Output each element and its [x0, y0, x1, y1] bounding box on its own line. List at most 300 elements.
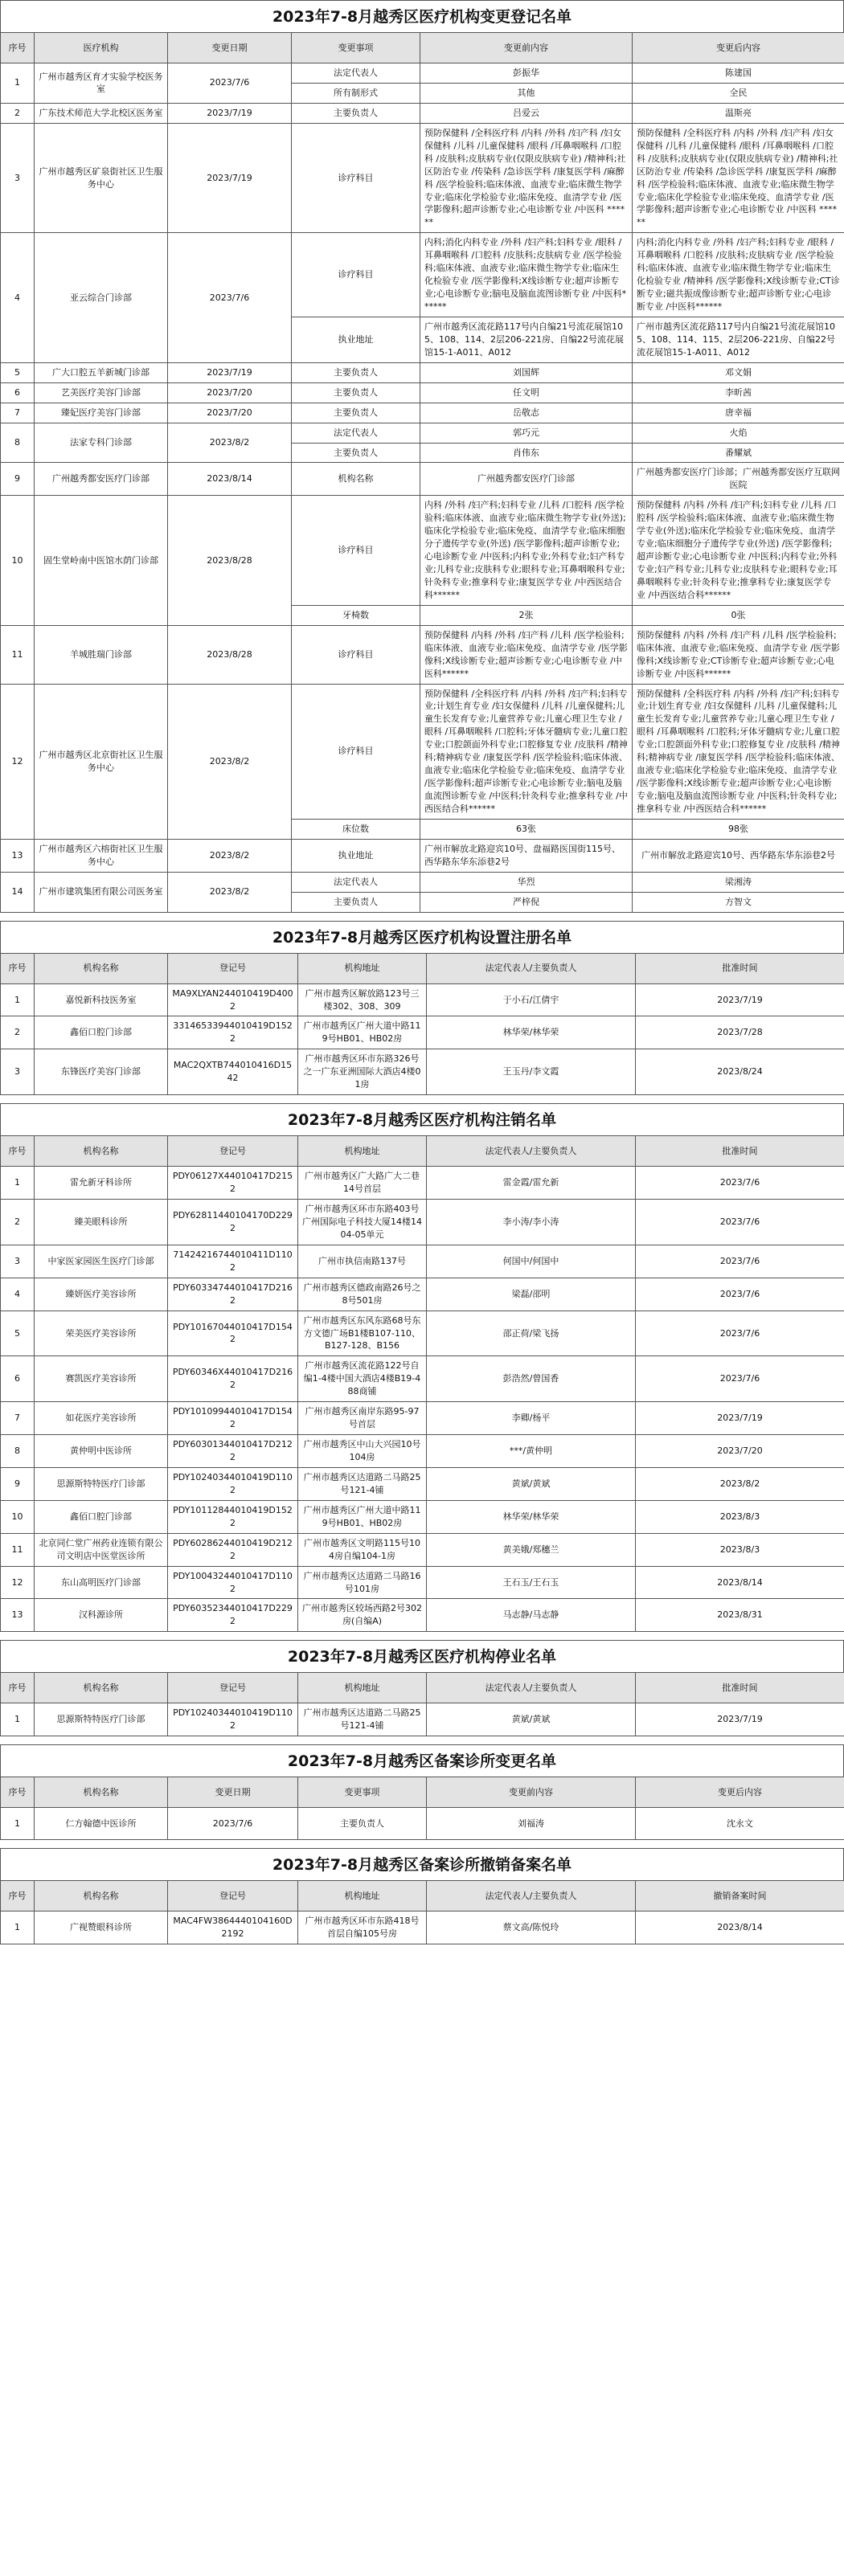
col-header: 序号: [1, 1777, 35, 1808]
org-name-cell: 广东技术师范大学北校区医务室: [35, 103, 168, 123]
registration-number-cell: MA9XLYAN244010419D4002: [168, 983, 298, 1016]
after-content-cell: 李昕茜: [633, 382, 844, 403]
table-row: [1, 625, 844, 684]
table-row: [1, 1356, 844, 1402]
row-number-cell: 5: [1, 362, 35, 382]
dereg-table: [0, 1135, 844, 1632]
org-name-cell: 广州越秀都安医疗门诊部: [35, 463, 168, 496]
before-content-cell: 内科 /外科 /妇产科;妇科专业 /儿科 /口腔科 /医学检验科;临床体液、血液专业;临床微生物学专业(外送);临床化学检验专业;临床免疫、血清学专业;临床细胞分子遗传学专业(外送) /医学影像科;超声诊断专业;心电诊断专业 /中医科;内科专业;外科专业;妇产科专业;儿科专业;皮肤科专业;眼科专业;耳鼻咽喉科专业;针灸科专业;推拿科专业;康复医学专业 /中西医结合科******: [420, 496, 633, 606]
approval-date-cell: 2023/7/28: [636, 1016, 844, 1049]
registration-number-cell: PDY06127X44010417D2152: [168, 1167, 298, 1200]
legal-representative-cell: 蔡文高/陈悦玲: [427, 1912, 636, 1944]
after-content-cell: 邓文娟: [633, 362, 844, 382]
org-name-cell: 北京同仁堂广州药业连锁有限公司文明店中医堂医诊所: [35, 1533, 168, 1566]
legal-representative-cell: 彭浩然/曾国香: [427, 1356, 636, 1402]
before-content-cell: 吕爱云: [420, 103, 633, 123]
before-content-cell: 严梓倪: [420, 892, 633, 912]
legal-representative-cell: 林华荣/林华荣: [427, 1500, 636, 1533]
change-item-cell: 所有制形式: [292, 83, 420, 103]
row-number-cell: 3: [1, 1245, 35, 1278]
col-header: 批准时间: [636, 953, 844, 983]
registration-number-cell: PDY10043244010417D1102: [168, 1566, 298, 1599]
row-number-cell: 4: [1, 233, 35, 362]
col-header: 变更日期: [168, 1777, 298, 1808]
org-name-cell: 臻妍医疗美容诊所: [35, 1278, 168, 1310]
col-header: 机构名称: [35, 1673, 168, 1703]
org-name-cell: 广州市越秀区北京街社区卫生服务中心: [35, 684, 168, 839]
change-date-cell: 2023/7/19: [168, 362, 292, 382]
org-name-cell: 思源斯特特医疗门诊部: [35, 1467, 168, 1500]
table-row: [1, 463, 844, 496]
org-name-cell: 羊城胜瑞门诊部: [35, 625, 168, 684]
legal-representative-cell: 王石玉/王石玉: [427, 1566, 636, 1599]
address-cell: 广州市越秀区解放路123号三楼302、308、309: [298, 983, 427, 1016]
table-row: [1, 1167, 844, 1200]
row-number-cell: 12: [1, 1566, 35, 1599]
change-table-body: [1, 63, 844, 913]
col-header: 法定代表人/主要负责人: [427, 1136, 636, 1167]
before-content-cell: 2张: [420, 605, 633, 625]
org-name-cell: 赛凯医疗美容诊所: [35, 1356, 168, 1402]
col-header: 变更前内容: [427, 1777, 636, 1808]
address-cell: 广州市越秀区环市东路418号首层自编105号房: [298, 1912, 427, 1944]
address-cell: 广州市越秀区环市东路326号之一广东亚洲国际大酒店4楼01房: [298, 1049, 427, 1095]
address-cell: 广州市越秀区广州大道中路119号HB01、HB02房: [298, 1500, 427, 1533]
registration-number-cell: PDY10240344010419D1102: [168, 1467, 298, 1500]
table-row: [1, 1310, 844, 1356]
change-date-cell: 2023/7/19: [168, 103, 292, 123]
registration-number-cell: MAC4FW3864440104160D2192: [168, 1912, 298, 1944]
section-title-dereg: 2023年7-8月越秀区医疗机构注销名单: [0, 1103, 844, 1135]
legal-representative-cell: 马志静/马志静: [427, 1599, 636, 1632]
before-content-cell: 广州越秀都安医疗门诊部: [420, 463, 633, 496]
approval-date-cell: 2023/7/6: [636, 1200, 844, 1245]
row-number-cell: 13: [1, 839, 35, 872]
table-header-row: [1, 1673, 844, 1703]
after-content-cell: 全民: [633, 83, 844, 103]
change-item-cell: 诊疗科目: [292, 625, 420, 684]
change-date-cell: 2023/7/6: [168, 63, 292, 104]
col-header: 机构地址: [298, 1881, 427, 1912]
table-row: [1, 103, 844, 123]
org-name-cell: 东山高明医疗门诊部: [35, 1566, 168, 1599]
org-name-cell: 臻妃医疗美容门诊部: [35, 403, 168, 423]
row-number-cell: 14: [1, 872, 35, 912]
table-header-row: [1, 1777, 844, 1808]
change-date-cell: 2023/7/6: [168, 233, 292, 362]
after-content-cell: 火焰: [633, 423, 844, 443]
org-name-cell: 仁方翰德中医诊所: [35, 1808, 168, 1840]
row-number-cell: 8: [1, 1435, 35, 1468]
change-date-cell: 2023/8/28: [168, 625, 292, 684]
registration-number-cell: PDY60346X44010417D2162: [168, 1356, 298, 1402]
address-cell: 广州市越秀区广大路广大二巷14号首层: [298, 1167, 427, 1200]
col-header: 登记号: [168, 953, 298, 983]
table-row: [1, 839, 844, 872]
col-header: 机构地址: [298, 953, 427, 983]
org-name-cell: 荣美医疗美容诊所: [35, 1310, 168, 1356]
after-content-cell: 梁湘涛: [633, 872, 844, 892]
address-cell: 广州市越秀区达道路二马路16号101房: [298, 1566, 427, 1599]
before-content-cell: 其他: [420, 83, 633, 103]
approval-date-cell: 2023/8/24: [636, 1049, 844, 1095]
table-row: [1, 1435, 844, 1468]
col-header: 批准时间: [636, 1673, 844, 1703]
table-row: [1, 1808, 844, 1840]
change-item-cell: 诊疗科目: [292, 233, 420, 317]
org-name-cell: 鑫佰口腔门诊部: [35, 1016, 168, 1049]
address-cell: 广州市越秀区广州大道中路119号HB01、HB02房: [298, 1016, 427, 1049]
org-name-cell: 固生堂岭南中医馆水荫门诊部: [35, 496, 168, 625]
col-header: 机构名称: [35, 953, 168, 983]
change-item-cell: 主要负责人: [292, 382, 420, 403]
before-content-cell: 预防保健科 /全科医疗科 /内科 /外科 /妇产科 /妇女保健科 /儿科 /儿童保健科 /眼科 /耳鼻咽喉科 /口腔科 /皮肤科;皮肤病专业(仅限皮肤病专业) /精神科;社区防治专业 /传染科 /急诊医学科 /康复医学科 /麻醉科 /医学检验科;临床体液、血液专业;临床微生物学专业;临床化学检验专业;临床免疫、血清学专业 /医学影像科;超声诊断专业;心电诊断专业 /中医科 ******: [420, 123, 633, 233]
change-date-cell: 2023/8/28: [168, 496, 292, 625]
legal-representative-cell: 邵正荷/梁飞扬: [427, 1310, 636, 1356]
org-name-cell: 法家专科门诊部: [35, 423, 168, 463]
org-name-cell: 嘉悦新科技医务室: [35, 983, 168, 1016]
legal-representative-cell: 李卿/杨平: [427, 1402, 636, 1435]
table-row: [1, 1533, 844, 1566]
row-number-cell: 6: [1, 382, 35, 403]
org-name-cell: 东锋医疗美容门诊部: [35, 1049, 168, 1095]
registration-number-cell: PDY60301344010417D2122: [168, 1435, 298, 1468]
change-item-cell: 机构名称: [292, 463, 420, 496]
registration-number-cell: 71424216744010411D1102: [168, 1245, 298, 1278]
change-item-cell: 法定代表人: [292, 423, 420, 443]
col-header: 变更事项: [292, 33, 420, 63]
legal-representative-cell: 梁磊/邵明: [427, 1278, 636, 1310]
section-title-suspend: 2023年7-8月越秀区医疗机构停业名单: [0, 1640, 844, 1672]
address-cell: 广州市越秀区东风东路68号东方文德广场B1楼B107-110、B127-128、B156: [298, 1310, 427, 1356]
col-header: 撤销备案时间: [636, 1881, 844, 1912]
row-number-cell: 1: [1, 1167, 35, 1200]
table-row: [1, 1467, 844, 1500]
after-content-cell: 广州市解放北路迎宾10号、西华路东华东添巷2号: [633, 839, 844, 872]
address-cell: 广州市越秀区达道路二马路25号121-4铺: [298, 1467, 427, 1500]
approval-date-cell: 2023/7/6: [636, 1356, 844, 1402]
after-content-cell: 预防保健科 /内科 /外科 /妇产科;妇科专业 /儿科 /口腔科 /医学检验科;临床体液、血液专业;临床微生物学专业(外送);临床化学检验专业;临床免疫、血清学专业;临床细胞分子遗传学专业(外送) /医学影像科;超声诊断专业;心电诊断专业 /中医科;内科专业;外科专业;妇产科专业;儿科专业;皮肤科专业;眼科专业;耳鼻咽喉科专业;针灸科专业;推拿科专业;康复医学专业 /中西医结合科******: [633, 496, 844, 606]
table-row: [1, 123, 844, 233]
row-number-cell: 10: [1, 496, 35, 625]
col-header: 变更前内容: [420, 33, 633, 63]
change-item-cell: 牙椅数: [292, 605, 420, 625]
table-row: [1, 403, 844, 423]
address-cell: 广州市执信南路137号: [298, 1245, 427, 1278]
address-cell: 广州市越秀区达道路二马路25号121-4铺: [298, 1703, 427, 1736]
before-content-cell: 郭巧元: [420, 423, 633, 443]
row-number-cell: 8: [1, 423, 35, 463]
row-number-cell: 1: [1, 63, 35, 104]
table-row: [1, 233, 844, 317]
org-name-cell: 思源斯特特医疗门诊部: [35, 1703, 168, 1736]
cancel-date-cell: 2023/8/14: [636, 1912, 844, 1944]
before-content-cell: 华烈: [420, 872, 633, 892]
address-cell: 广州市越秀区德政南路26号之8号501房: [298, 1278, 427, 1310]
row-number-cell: 7: [1, 1402, 35, 1435]
change-item-cell: 主要负责人: [292, 362, 420, 382]
org-name-cell: 广州市越秀区矿泉街社区卫生服务中心: [35, 123, 168, 233]
change-date-cell: 2023/8/2: [168, 684, 292, 839]
col-header: 序号: [1, 953, 35, 983]
row-number-cell: 5: [1, 1310, 35, 1356]
row-number-cell: 9: [1, 1467, 35, 1500]
address-cell: 广州市越秀区南岸东路95-97号首层: [298, 1402, 427, 1435]
col-header: 机构名称: [35, 1777, 168, 1808]
row-number-cell: 1: [1, 1703, 35, 1736]
col-header: 法定代表人/主要负责人: [427, 1881, 636, 1912]
approval-date-cell: 2023/7/20: [636, 1435, 844, 1468]
clinic-cancel-table-body: [1, 1912, 844, 1944]
org-name-cell: 臻美眼科诊所: [35, 1200, 168, 1245]
approval-date-cell: 2023/7/19: [636, 1402, 844, 1435]
before-content-cell: 63张: [420, 819, 633, 839]
registration-number-cell: PDY62811440104170D2292: [168, 1200, 298, 1245]
org-name-cell: 汉科源诊所: [35, 1599, 168, 1632]
org-name-cell: 中家医家园医生医疗门诊部: [35, 1245, 168, 1278]
address-cell: 广州市越秀区环市东路403号广州国际电子科技大厦14楼1404-05单元: [298, 1200, 427, 1245]
row-number-cell: 11: [1, 1533, 35, 1566]
after-content-cell: 唐幸福: [633, 403, 844, 423]
address-cell: 广州市越秀区较场西路2号302房(自编A): [298, 1599, 427, 1632]
after-content-cell: 广州市越秀区流花路117号内自编21号流花展馆105、108、114、115、2层206-221房、自编22号流花展馆15-1-A011、A012: [633, 317, 844, 362]
dereg-table-body: [1, 1167, 844, 1632]
registration-number-cell: PDY60286244010419D2122: [168, 1533, 298, 1566]
col-header: 法定代表人/主要负责人: [427, 953, 636, 983]
before-content-cell: 预防保健科 /内科 /外科 /妇产科 /儿科 /医学检验科;临床体液、血液专业;临床免疫、血清学专业 /医学影像科;X线诊断专业;超声诊断专业;心电诊断专业 /中医科******: [420, 625, 633, 684]
change-item-cell: 诊疗科目: [292, 123, 420, 233]
row-number-cell: 11: [1, 625, 35, 684]
legal-representative-cell: 王玉丹/李文霞: [427, 1049, 636, 1095]
legal-representative-cell: 雷金霞/雷允新: [427, 1167, 636, 1200]
change-item-cell: 执业地址: [292, 839, 420, 872]
after-content-cell: 预防保健科 /全科医疗科 /内科 /外科 /妇产科;妇科专业;计划生育专业 /妇女保健科 /儿科 /儿童保健科;儿童生长发育专业;儿童营养专业;儿童心理卫生专业 /眼科 /耳鼻咽喉科 /口腔科;牙体牙髓病专业;儿童口腔专业;口腔颌面外科专业;口腔修复专业 /皮肤科 /精神科;精神病专业 /康复医学科 /医学检验科;临床体液、血液专业;临床化学检验专业;临床免疫、血清学专业 /医学影像科;X线诊断专业;超声诊断专业;心电诊断专业;脑电及脑血流图诊断专业 /中医科;针灸科专业;推拿科专业 /中西医结合科******: [633, 684, 844, 819]
org-name-cell: 黄仲明中医诊所: [35, 1435, 168, 1468]
table-row: [1, 1200, 844, 1245]
legal-representative-cell: 黄斌/黄斌: [427, 1467, 636, 1500]
after-content-cell: 预防保健科 /全科医疗科 /内科 /外科 /妇产科 /妇女保健科 /儿科 /儿童保健科 /眼科 /耳鼻咽喉科 /口腔科 /皮肤科;皮肤病专业(仅限皮肤病专业) /精神科;社区防治专业 /传染科 /急诊医学科 /康复医学科 /麻醉科 /医学检验科;临床体液、血液专业;临床微生物学专业;临床化学检验专业;临床免疫、血清学专业 /医学影像科;超声诊断专业;心电诊断专业 /中医科 ******: [633, 123, 844, 233]
table-row: [1, 1599, 844, 1632]
change-date-cell: 2023/7/19: [168, 123, 292, 233]
col-header: 变更日期: [168, 33, 292, 63]
suspend-table: [0, 1672, 844, 1736]
table-row: [1, 1049, 844, 1095]
org-name-cell: 广大口腔五羊新城门诊部: [35, 362, 168, 382]
after-content-cell: 陈建国: [633, 63, 844, 84]
col-header: 法定代表人/主要负责人: [427, 1673, 636, 1703]
col-header: 机构名称: [35, 1136, 168, 1167]
legal-representative-cell: 李小涛/李小涛: [427, 1200, 636, 1245]
legal-representative-cell: 林华荣/林华荣: [427, 1016, 636, 1049]
table-row: [1, 1402, 844, 1435]
change-item-cell: 主要负责人: [292, 403, 420, 423]
clinic-cancel-table: [0, 1880, 844, 1944]
section-title-register: 2023年7-8月越秀区医疗机构设置注册名单: [0, 921, 844, 953]
after-content-cell: 广州越秀都安医疗门诊部；广州越秀都安医疗互联网医院: [633, 463, 844, 496]
approval-date-cell: 2023/8/14: [636, 1566, 844, 1599]
registration-number-cell: PDY10240344010419D1102: [168, 1703, 298, 1736]
change-date-cell: 2023/7/20: [168, 403, 292, 423]
approval-date-cell: 2023/8/3: [636, 1533, 844, 1566]
row-number-cell: 3: [1, 123, 35, 233]
change-item-cell: 法定代表人: [292, 63, 420, 84]
before-content-cell: 任文明: [420, 382, 633, 403]
register-table: [0, 953, 844, 1096]
before-content-cell: 岳敬志: [420, 403, 633, 423]
legal-representative-cell: ***/黄仲明: [427, 1435, 636, 1468]
after-content-cell: 温斯亮: [633, 103, 844, 123]
change-date-cell: 2023/7/6: [168, 1808, 298, 1840]
org-name-cell: 广视赞眼科诊所: [35, 1912, 168, 1944]
table-row: [1, 1703, 844, 1736]
change-item-cell: 主要负责人: [292, 892, 420, 912]
col-header: 登记号: [168, 1881, 298, 1912]
after-content-cell: 0张: [633, 605, 844, 625]
change-item-cell: 诊疗科目: [292, 496, 420, 606]
after-content-cell: 番耀斌: [633, 443, 844, 463]
org-name-cell: 亚云综合门诊部: [35, 233, 168, 362]
col-header: 序号: [1, 1673, 35, 1703]
table-row: [1, 1500, 844, 1533]
change-item-cell: 诊疗科目: [292, 684, 420, 819]
approval-date-cell: 2023/7/6: [636, 1245, 844, 1278]
change-item-cell: 执业地址: [292, 317, 420, 362]
legal-representative-cell: 何国中/何国中: [427, 1245, 636, 1278]
before-content-cell: 刘国辉: [420, 362, 633, 382]
approval-date-cell: 2023/7/19: [636, 983, 844, 1016]
clinic-change-table-body: [1, 1808, 844, 1840]
before-content-cell: 内科;消化内科专业 /外科 /妇产科;妇科专业 /眼科 /耳鼻咽喉科 /口腔科 /皮肤科;皮肤病专业 /医学检验科;临床体液、血液专业;临床微生物学专业;临床生化检验专业 /医学影像科;X线诊断专业;超声诊断专业;心电诊断专业;脑电及脑血流图诊断专业 /中医科******: [420, 233, 633, 317]
address-cell: 广州市越秀区流花路122号自编1-4楼中国大酒店4楼B19-488商铺: [298, 1356, 427, 1402]
row-number-cell: 13: [1, 1599, 35, 1632]
legal-representative-cell: 黄斌/黄斌: [427, 1703, 636, 1736]
change-item-cell: 法定代表人: [292, 872, 420, 892]
row-number-cell: 12: [1, 684, 35, 839]
row-number-cell: 1: [1, 1912, 35, 1944]
before-content-cell: 刘福涛: [427, 1808, 636, 1840]
registration-number-cell: PDY60352344010417D2292: [168, 1599, 298, 1632]
table-row: [1, 872, 844, 892]
col-header: 医疗机构: [35, 33, 168, 63]
before-content-cell: 广州市越秀区流花路117号内自编21号流花展馆105、108、114、2层206-221房、自编22号流花展馆15-1-A011、A012: [420, 317, 633, 362]
table-row: [1, 1016, 844, 1049]
change-item-cell: 主要负责人: [292, 103, 420, 123]
table-row: [1, 1912, 844, 1944]
section-title-clinic-change: 2023年7-8月越秀区备案诊所变更名单: [0, 1744, 844, 1777]
approval-date-cell: 2023/8/2: [636, 1467, 844, 1500]
row-number-cell: 6: [1, 1356, 35, 1402]
after-content-cell: 方智文: [633, 892, 844, 912]
section-title-change: 2023年7-8月越秀区医疗机构变更登记名单: [0, 0, 844, 32]
change-item-cell: 主要负责人: [298, 1808, 427, 1840]
address-cell: 广州市越秀区中山大兴园10号104房: [298, 1435, 427, 1468]
approval-date-cell: 2023/7/6: [636, 1310, 844, 1356]
after-content-cell: 98张: [633, 819, 844, 839]
change-date-cell: 2023/8/2: [168, 423, 292, 463]
change-table: [0, 32, 844, 913]
approval-date-cell: 2023/8/3: [636, 1500, 844, 1533]
change-item-cell: 床位数: [292, 819, 420, 839]
row-number-cell: 1: [1, 1808, 35, 1840]
legal-representative-cell: 于小石/江倩宇: [427, 983, 636, 1016]
change-date-cell: 2023/7/20: [168, 382, 292, 403]
table-header-row: [1, 33, 844, 63]
org-name-cell: 广州市越秀区六榕街社区卫生服务中心: [35, 839, 168, 872]
registration-number-cell: PDY10112844010419D1522: [168, 1500, 298, 1533]
org-name-cell: 如花医疗美容诊所: [35, 1402, 168, 1435]
table-row: [1, 983, 844, 1016]
clinic-change-table: [0, 1777, 844, 1840]
col-header: 登记号: [168, 1136, 298, 1167]
col-header: 批准时间: [636, 1136, 844, 1167]
approval-date-cell: 2023/7/6: [636, 1278, 844, 1310]
registration-number-cell: PDY10167044010417D1542: [168, 1310, 298, 1356]
col-header: 变更事项: [298, 1777, 427, 1808]
before-content-cell: 彭振华: [420, 63, 633, 84]
table-row: [1, 1278, 844, 1310]
registration-number-cell: PDY10109944010417D1542: [168, 1402, 298, 1435]
registration-number-cell: 33146533944010419D1522: [168, 1016, 298, 1049]
change-date-cell: 2023/8/2: [168, 872, 292, 912]
row-number-cell: 2: [1, 103, 35, 123]
table-header-row: [1, 1136, 844, 1167]
change-item-cell: 主要负责人: [292, 443, 420, 463]
table-row: [1, 63, 844, 84]
col-header: 序号: [1, 1881, 35, 1912]
org-name-cell: 广州市建筑集团有限公司医务室: [35, 872, 168, 912]
org-name-cell: 雷允新牙科诊所: [35, 1167, 168, 1200]
table-header-row: [1, 953, 844, 983]
change-date-cell: 2023/8/14: [168, 463, 292, 496]
org-name-cell: 艺美医疗美容门诊部: [35, 382, 168, 403]
row-number-cell: 2: [1, 1016, 35, 1049]
approval-date-cell: 2023/7/19: [636, 1703, 844, 1736]
table-row: [1, 684, 844, 819]
row-number-cell: 3: [1, 1049, 35, 1095]
row-number-cell: 1: [1, 983, 35, 1016]
address-cell: 广州市越秀区文明路115号104房自编104-1房: [298, 1533, 427, 1566]
org-name-cell: 广州市越秀区育才实验学校医务室: [35, 63, 168, 104]
suspend-table-body: [1, 1703, 844, 1736]
table-row: [1, 362, 844, 382]
register-table-body: [1, 983, 844, 1095]
col-header: 机构地址: [298, 1136, 427, 1167]
row-number-cell: 4: [1, 1278, 35, 1310]
change-date-cell: 2023/8/2: [168, 839, 292, 872]
col-header: 机构名称: [35, 1881, 168, 1912]
col-header: 变更后内容: [633, 33, 844, 63]
table-row: [1, 423, 844, 443]
col-header: 登记号: [168, 1673, 298, 1703]
after-content-cell: 内科;消化内科专业 /外科 /妇产科;妇科专业 /眼科 /耳鼻咽喉科 /口腔科 /皮肤科;皮肤病专业 /医学检验科;临床体液、血液专业;临床微生物学专业;临床生化检验专业 /精神科 /医学影像科;X线诊断专业;CT诊断专业;磁共振成像诊断专业;超声诊断专业;心电诊断专业 /中医科******: [633, 233, 844, 317]
col-header: 序号: [1, 33, 35, 63]
before-content-cell: 预防保健科 /全科医疗科 /内科 /外科 /妇产科;妇科专业;计划生育专业 /妇女保健科 /儿科 /儿童保健科;儿童生长发育专业;儿童营养专业;儿童心理卫生专业 /眼科 /耳鼻咽喉科 /口腔科;牙体牙髓病专业;儿童口腔专业;口腔颌面外科专业;口腔修复专业 /皮肤科 /精神科;精神病专业 /康复医学科 /医学检验科;临床体液、血液专业;临床化学检验专业;临床免疫、血清学专业 /医学影像科;超声诊断专业;心电诊断专业;脑电及脑血流图诊断专业 /中医科;针灸科专业;推拿科专业 /中西医结合科******: [420, 684, 633, 819]
table-row: [1, 382, 844, 403]
row-number-cell: 2: [1, 1200, 35, 1245]
before-content-cell: 广州市解放北路迎宾10号、盘福路医国街115号、西华路东华东添巷2号: [420, 839, 633, 872]
table-row: [1, 1566, 844, 1599]
row-number-cell: 10: [1, 1500, 35, 1533]
registration-number-cell: MAC2QXTB744010416D1542: [168, 1049, 298, 1095]
after-content-cell: 沈永文: [636, 1808, 844, 1840]
after-content-cell: 预防保健科 /内科 /外科 /妇产科 /儿科 /医学检验科;临床体液、血液专业;临床免疫、血清学专业 /医学影像科;X线诊断专业;CT诊断专业;超声诊断专业;心电诊断专业 /中医科******: [633, 625, 844, 684]
table-row: [1, 496, 844, 606]
org-name-cell: 鑫佰口腔门诊部: [35, 1500, 168, 1533]
col-header: 序号: [1, 1136, 35, 1167]
approval-date-cell: 2023/8/31: [636, 1599, 844, 1632]
row-number-cell: 7: [1, 403, 35, 423]
row-number-cell: 9: [1, 463, 35, 496]
